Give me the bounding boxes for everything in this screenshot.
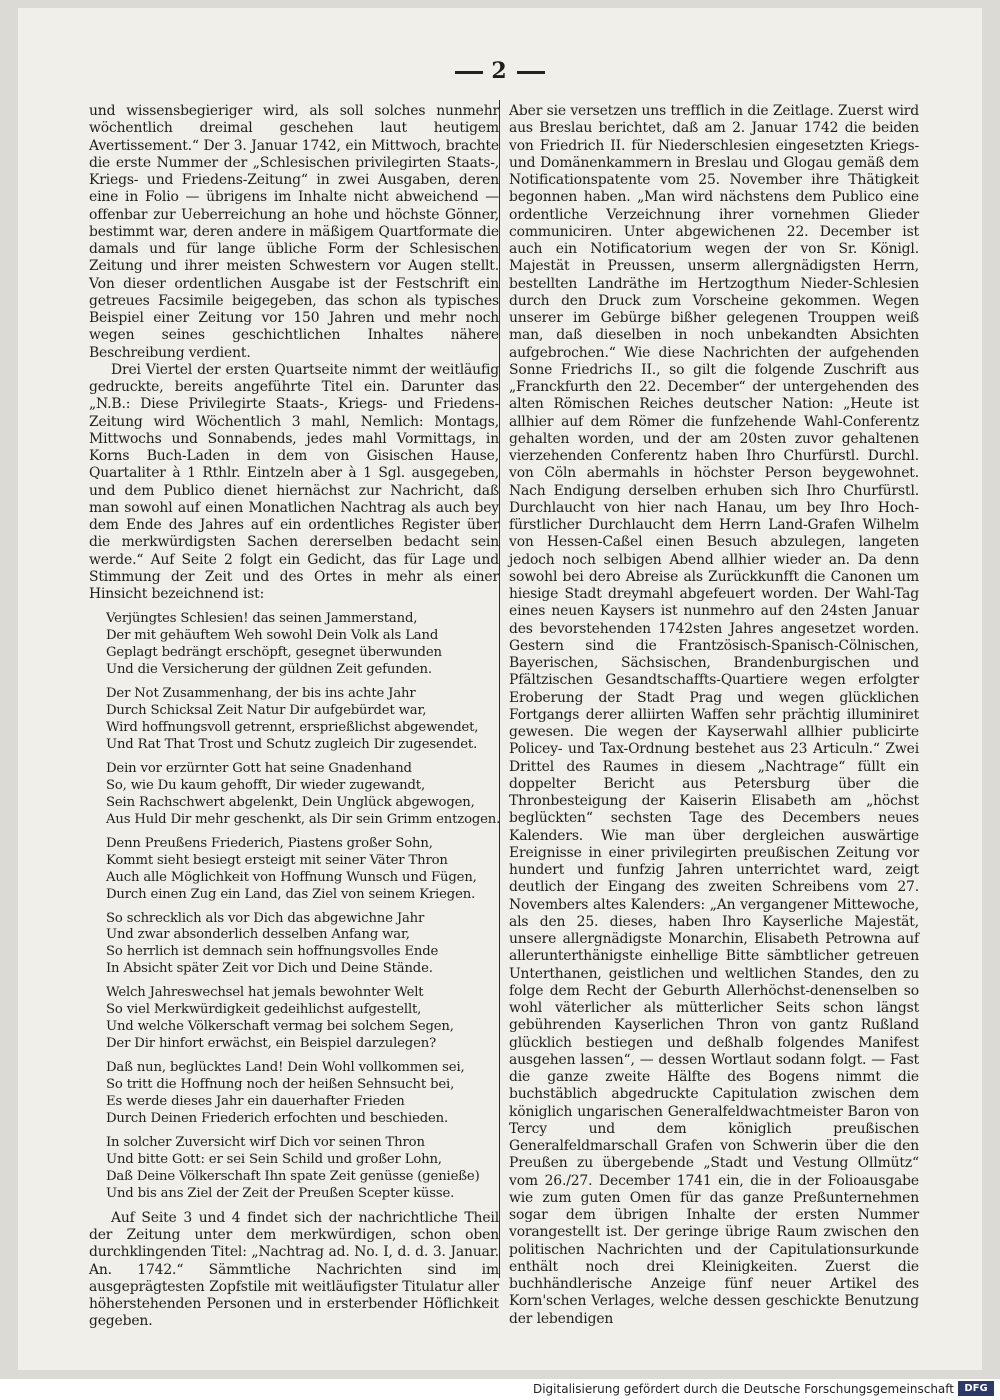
page-number: 2 xyxy=(491,58,509,84)
poem-line: Durch einen Zug ein Land, das Ziel von seinem Kriegen. xyxy=(106,886,476,902)
right-paragraph: Aber sie versetzen uns trefflich in die Zeitlage. Zuerst wird aus Breslau berichtet, daß am 2. Januar 1742 die beiden von Friedrich II. für Niederschlesien eingesetzten Kriegs- und Domänenkammern in Breslau und Glogau gemäß dem Notificationspatente vom 25. November ihre Thätigkeit begonnen haben. „Man wird nächstens dem Publico eine ordentliche Verzeichnung ihrer vornehmen Glieder communiciren. Unter abgewichenen 22. December ist auch ein Notificatorium wegen der von Sr. Königl. Majestät in Preussen, unserm allergnädigsten Herrn, bestellten Landräthe im Hertzogthum Nieder-Schlesien durch den Druck zum Vorscheine gekommen. Wegen unserer im Gebürge bißher gelegenen Trouppen weiß man, daß dieselben in noch unbekandten Absichten aufgebrochen.“ Wie diese Nachrichten der aufgehenden Sonne Friedrichs II., so gilt die folgende Zuschrift aus „Franckfurth den 22. December“ der untergehenden des alten Römischen Reiches deutscher Nation: „Heute ist allhier auf dem Römer die funfzehende Wahl-Conferentz gehalten worden, und der am 20sten zuvor gehaltenen vierzehenden Conferentz haben Ihro Churfürstl. Durchl. von Cöln abermahls in höchster Person beygewohnet. Nach Endigung derselben erhuben sich Ihro Churfürstl. Durchlaucht von hier nach Hanau, um bey Ihro Hoch-fürstlicher Durchlaucht dem Herrn Land-Grafen Wilhelm von Hessen-Caßel einen Besuch abzulegen, langeten jedoch noch selbigen Abend allhier wieder an. Da denn sowohl bei dero Abreise als Zurückkunfft die Canonen um hiesige Stadt dreymahl abgefeuert worden. Der Wahl-Tag eines neuen Kaysers ist nunmehro auf den 24sten Januar des bevorstehenden 1742sten Jahres angesetzet worden. Gestern sind die Frantzösisch-Spanisch-Cölnischen, Bayerischen, Sächsischen, Brandenburgischen und Pfältzischen Gesandtschaffts-Quartiere wegen erfolgter Eroberung der Stadt Prag und wegen glücklichen Fortgangs derer alliirten Waffen sehr prächtig illuminiret gewesen. Die wegen der Kayserwahl allhier publicirte Policey- und Tax-Ordnung bestehet aus 23 Articuln.“ Zwei Drittel des Raumes in diesem „Nachtrage“ füllt ein doppelter Bericht aus Petersburg über die Thronbesteigung der Kaiserin Elisabeth am „höchst beglückten“ sechsten Tage des Decembers neues Kalenders. Wie man über dergleichen auswärtige Ereignisse in einer privilegirten preußischen Zeitung vor hundert und funfzig Jahren unterrichtet ward, zeigt deutlich der Eingang des zweiten Schreibens vom 27. Novembers altes Kalenders: „An vergangener Mittewoche, als den 25. dieses, haben Ihro Kayserliche Majestät, unsere allergnädigste Monarchin, Elisabeth Petrowna auf allerunterthänigste einhellige Bitte sämbtlicher getreuen Unterthanen, geistlichen und weltlichen Standes, den zu folge dem Recht der Geburth Allerhöchst-denenselben so wohl väterlicher als mütterlicher Seits schon längst gebührenden Kayserlichen Thron von gantz Rußland glücklich bestiegen und deßhalb folgendes Manifest ausgehen lassen“, — dessen Wortlaut sodann folgt. — Fast die ganze zweite Hälfte des Bogens nimmt die buchstäblich abgedruckte Capitulation zwischen dem königlich ungarischen Generalfeldwachtmeister Baron von Tercy und dem königlich preußischen Generalfeldmarschall Grafen von Schwerin über die den Preußen zu übergebende „Stadt und Vestung Ollmütz“ vom 26./27. December 1741 ein, die in der Folioausgabe wie zum guten Omen für das ganze Preßunternehmen sogar dem übrigen Inhalte der ersten Nummer vorangestellt ist. Der geringe übrige Raum zwischen den politischen Nachrichten und der Capitulationsurkunde enthält noch drei Kleinigkeiten. Zuerst die buchhändlerische Anzeige fünf neuer Artikel des Korn'schen Verlages, welche dessen geschickte Benutzung der lebendigen xyxy=(509,103,919,1327)
poem-line: Wird hoffnungsvoll getrennt, ersprießlichst abgewendet, xyxy=(106,719,479,735)
left-closing-paragraph: Auf Seite 3 und 4 findet sich der nachrichtliche Theil der Zeitung unter dem merkwürdigen, schon oben durchklingenden Titel: „Nachtrag ad. No. I, d. d. 3. Januar. An. 1742.“ Sämmtliche Nachrichten sind im ausgeprägtesten Zopfstile mit weitläufigster Titulatur aller höherstehenden Personen und in ersterbender Höflichkeit gegeben. xyxy=(89,1209,499,1330)
left-column xyxy=(89,103,499,1331)
poem-line: So, wie Du kaum gehofft, Dir wieder zugewandt, xyxy=(106,777,425,793)
poem-stanza xyxy=(106,611,499,679)
poem-stanza xyxy=(106,836,499,904)
poem-line: Daß nun, beglücktes Land! Dein Wohl vollkommen sei, xyxy=(106,1060,465,1076)
column-divider xyxy=(499,100,500,1278)
poem-line: Sein Rachschwert abgelenkt, Dein Unglück abgewogen, xyxy=(106,794,475,810)
left-paragraph-1: und wissensbegieriger wird, als soll solches nunmehr wöchentlich dreimal geschehen laut heutigem Avertissement.“ Der 3. Januar 1742, ein Mittwoch, brachte die erste Nummer der „Schlesischen privilegirten Staats-, Kriegs- und Friedens-Zeitung“ in zwei Ausgaben, deren eine in Folio — übrigens im Inhalte nicht abweichend — offenbar zur Ueberreichung an hohe und höchste Gönner, bestimmt war, deren andere in mäßigem Quartformate die damals und für lange übliche Form der Schlesischen Zeitung und ihrer meisten Schwestern vor Augen stellt. Von dieser ordentlichen Ausgabe ist der Festschrift ein getreues Facsimile beigegeben, das schon als typisches Beispiel einer Zeitung vor 150 Jahren und mehr noch wegen seines geschichtlichen Inhaltes nähere Beschreibung verdient. xyxy=(89,103,499,361)
poem-line: In solcher Zuversicht wirf Dich vor seinen Thron xyxy=(106,1134,425,1150)
poem-line: Kommt sieht besiegt ersteigt mit seiner Väter Thron xyxy=(106,852,448,868)
header-dash-left xyxy=(455,71,483,74)
poem-line: Es werde dieses Jahr ein dauerhafter Frieden xyxy=(106,1094,405,1110)
poem-line: Der mit gehäuftem Weh sowohl Dein Volk als Land xyxy=(106,628,439,644)
poem-line: Und bis ans Ziel der Zeit der Preußen Scepter küsse. xyxy=(106,1185,455,1201)
poem-line: Daß Deine Völkerschaft Ihn spate Zeit genüsse (genieße) xyxy=(106,1168,480,1184)
left-paragraph-2: Drei Viertel der ersten Quartseite nimmt der weitläufig gedruckte, bereits angeführte Titel ein. Darunter das „N.B.: Diese Privilegirte Staats-, Kriegs- und Friedens-Zeitung wird Wöchentlich 3 mahl, Nemlich: Montags, Mittwochs und Sonnabends, jedes mahl Vormittags, in Korns Buch-Laden in dem von Gisischen Hause, Quartaliter à 1 Rthlr. Eintzeln aber à 1 Sgl. ausgegeben, und dem Publico dienet hiernächst zur Nachricht, daß man sowohl auf einen Monatlichen Nachtrag als auch bey dem Ende des Jahres auf ein ordentliches Register über die merkwürdigsten Sachen dererselben bedacht sein werde.“ Auf Seite 2 folgt ein Gedicht, das für Lage und Stimmung der Zeit und des Ortes in mehr als einer Hinsicht bezeichnend ist: xyxy=(89,361,499,602)
poem-line: Geplagt bedrängt erschöpft, gesegnet überwunden xyxy=(106,645,442,661)
header-dash-right xyxy=(517,71,545,74)
poem-stanza xyxy=(106,985,499,1053)
poem-stanza xyxy=(106,1060,499,1128)
poem-line: Durch Schicksal Zeit Natur Dir aufgebürdet war, xyxy=(106,703,427,719)
dfg-logo-icon: DFG xyxy=(958,1381,994,1396)
poem-stanza xyxy=(106,761,499,829)
right-column xyxy=(509,103,919,1328)
poem-line: Der Dir hinfort erwächst, ein Beispiel darzulegen? xyxy=(106,1036,437,1052)
footer-bar xyxy=(0,1379,1000,1400)
poem-line: Aus Huld Dir mehr geschenkt, als Dir sein Grimm entzogen. xyxy=(106,811,501,827)
poem-line: Und Rat That Trost und Schutz zugleich Dir zugesendet. xyxy=(106,736,478,752)
footer-credit: Digitalisierung gefördert durch die Deutsche Forschungsgemeinschaft xyxy=(532,1382,954,1396)
poem-stanza xyxy=(106,911,499,979)
poem-line: Und welche Völkerschaft vermag bei solchem Segen, xyxy=(106,1019,454,1035)
poem-line: So schrecklich als vor Dich das abgewichne Jahr xyxy=(106,910,425,926)
poem-line: Der Not Zusammenhang, der bis ins achte Jahr xyxy=(106,686,416,702)
poem-line: So herrlich ist demnach sein hoffnungsvolles Ende xyxy=(106,944,439,960)
poem-line: So tritt die Hoffnung noch der heißen Sehnsucht bei, xyxy=(106,1077,455,1093)
poem-line: Dein vor erzürnter Gott hat seine Gnadenhand xyxy=(106,760,412,776)
page-header xyxy=(0,58,1000,84)
poem-line: Und die Versicherung der güldnen Zeit gefunden. xyxy=(106,662,432,678)
poem xyxy=(106,611,499,1203)
poem-line: Und zwar absonderlich desselben Anfang war, xyxy=(106,927,410,943)
poem-stanza xyxy=(106,1135,499,1203)
poem-line: So viel Merkwürdigkeit gedeihlichst aufgestellt, xyxy=(106,1002,422,1018)
poem-line: Welch Jahreswechsel hat jemals bewohnter Welt xyxy=(106,985,424,1001)
poem-line: Und bitte Gott: er sei Sein Schild und großer Lohn, xyxy=(106,1151,442,1167)
poem-stanza xyxy=(106,686,499,754)
poem-line: Denn Preußens Friederich, Piastens großer Sohn, xyxy=(106,835,433,851)
poem-line: Verjüngtes Schlesien! das seinen Jammerstand, xyxy=(106,611,418,627)
poem-line: Durch Deinen Friederich erfochten und beschieden. xyxy=(106,1110,449,1126)
poem-line: Auch alle Möglichkeit von Hoffnung Wunsch und Fügen, xyxy=(106,869,477,885)
poem-line: In Absicht später Zeit vor Dich und Deine Stände. xyxy=(106,961,433,977)
